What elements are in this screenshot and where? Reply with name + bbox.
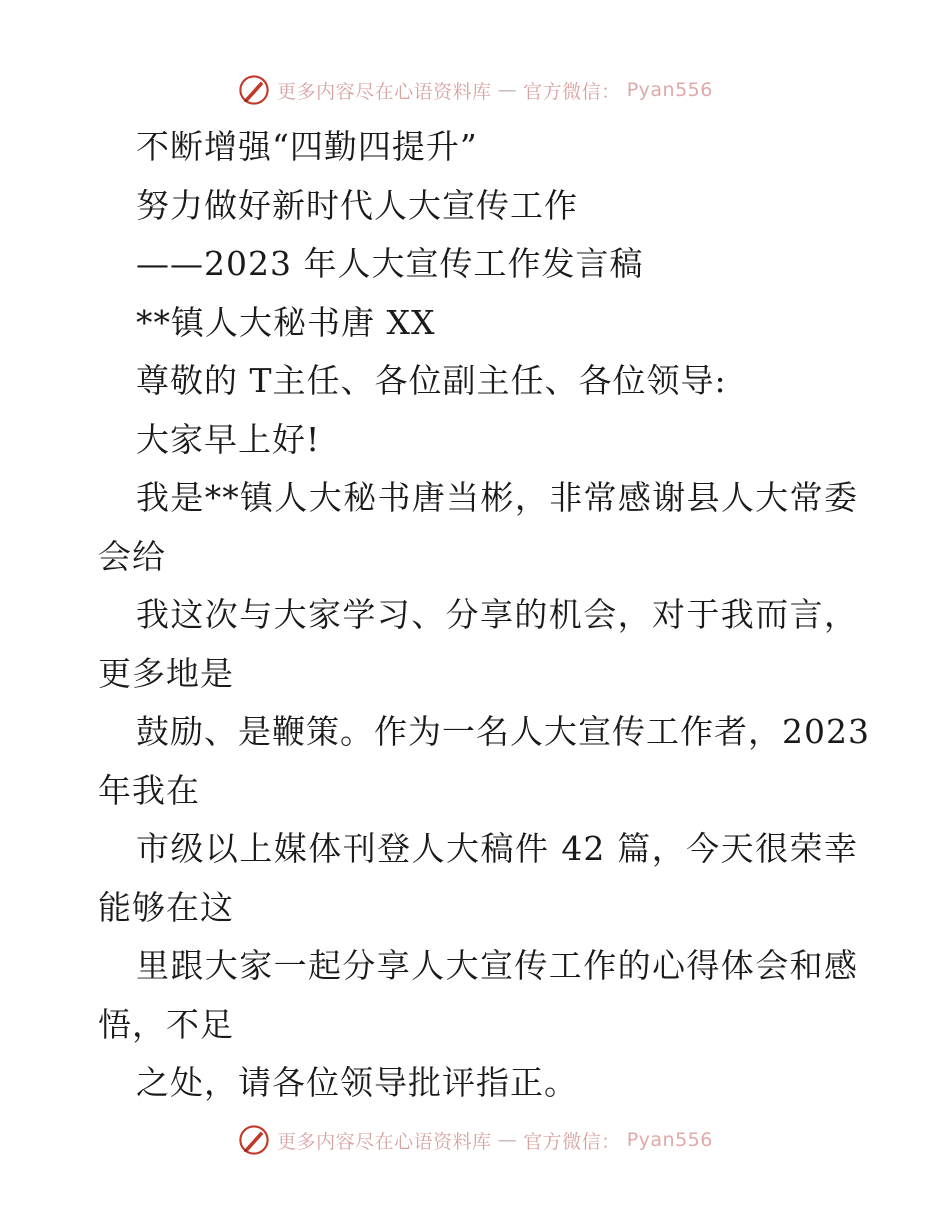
paragraph-line: 我是**镇人大秘书唐当彬，非常感谢县人大常委 <box>136 478 858 517</box>
paragraph-line: 鼓励、是鞭策。作为一名人大宣传工作者，2023 <box>136 712 870 751</box>
document-body <box>98 118 870 1113</box>
watermark-separator: — <box>497 1129 518 1151</box>
paragraph-line: 里跟大家一起分享人大宣传工作的心得体会和感 <box>136 946 858 985</box>
paragraph-line: 能够在这 <box>98 887 234 927</box>
document-subtitle: ——2023 年人大宣传工作发言稿 <box>136 244 644 283</box>
paragraph-line: 年我在 <box>98 770 200 810</box>
document-salutation: 尊敬的 T主任、各位副主任、各位领导: <box>136 361 727 400</box>
document-title-line-2: 努力做好新时代人大宣传工作 <box>136 185 578 225</box>
paragraph-line: 更多地是 <box>98 653 234 693</box>
watermark-site-text: 更多内容尽在心语资料库 <box>277 80 492 103</box>
document-author: **镇人大秘书唐 XX <box>136 302 436 342</box>
paragraph-line: 会给 <box>98 536 166 576</box>
watermark-account: Pyan556 <box>626 1129 713 1151</box>
paragraph-line: 我这次与大家学习、分享的机会，对于我而言， <box>136 595 858 634</box>
watermark-account: Pyan556 <box>626 79 713 101</box>
paragraph-line: 之处，请各位领导批评指正。 <box>136 1063 578 1102</box>
quill-pen-icon <box>237 73 271 107</box>
footer-watermark <box>0 1120 950 1160</box>
watermark-separator: — <box>497 79 518 101</box>
paragraph-line: 市级以上媒体刊登人大稿件 42 篇，今天很荣幸 <box>136 829 858 868</box>
header-watermark <box>0 70 950 110</box>
watermark-wechat-label: 官方微信： <box>523 1130 621 1153</box>
quill-pen-icon <box>237 1123 271 1157</box>
document-title-line-1: 不断增强“四勤四提升” <box>136 127 478 166</box>
watermark-wechat-label: 官方微信： <box>523 80 621 103</box>
watermark-site-text: 更多内容尽在心语资料库 <box>277 1130 492 1153</box>
paragraph-line: 悟，不足 <box>98 1004 234 1044</box>
document-greeting: 大家早上好! <box>136 419 321 459</box>
